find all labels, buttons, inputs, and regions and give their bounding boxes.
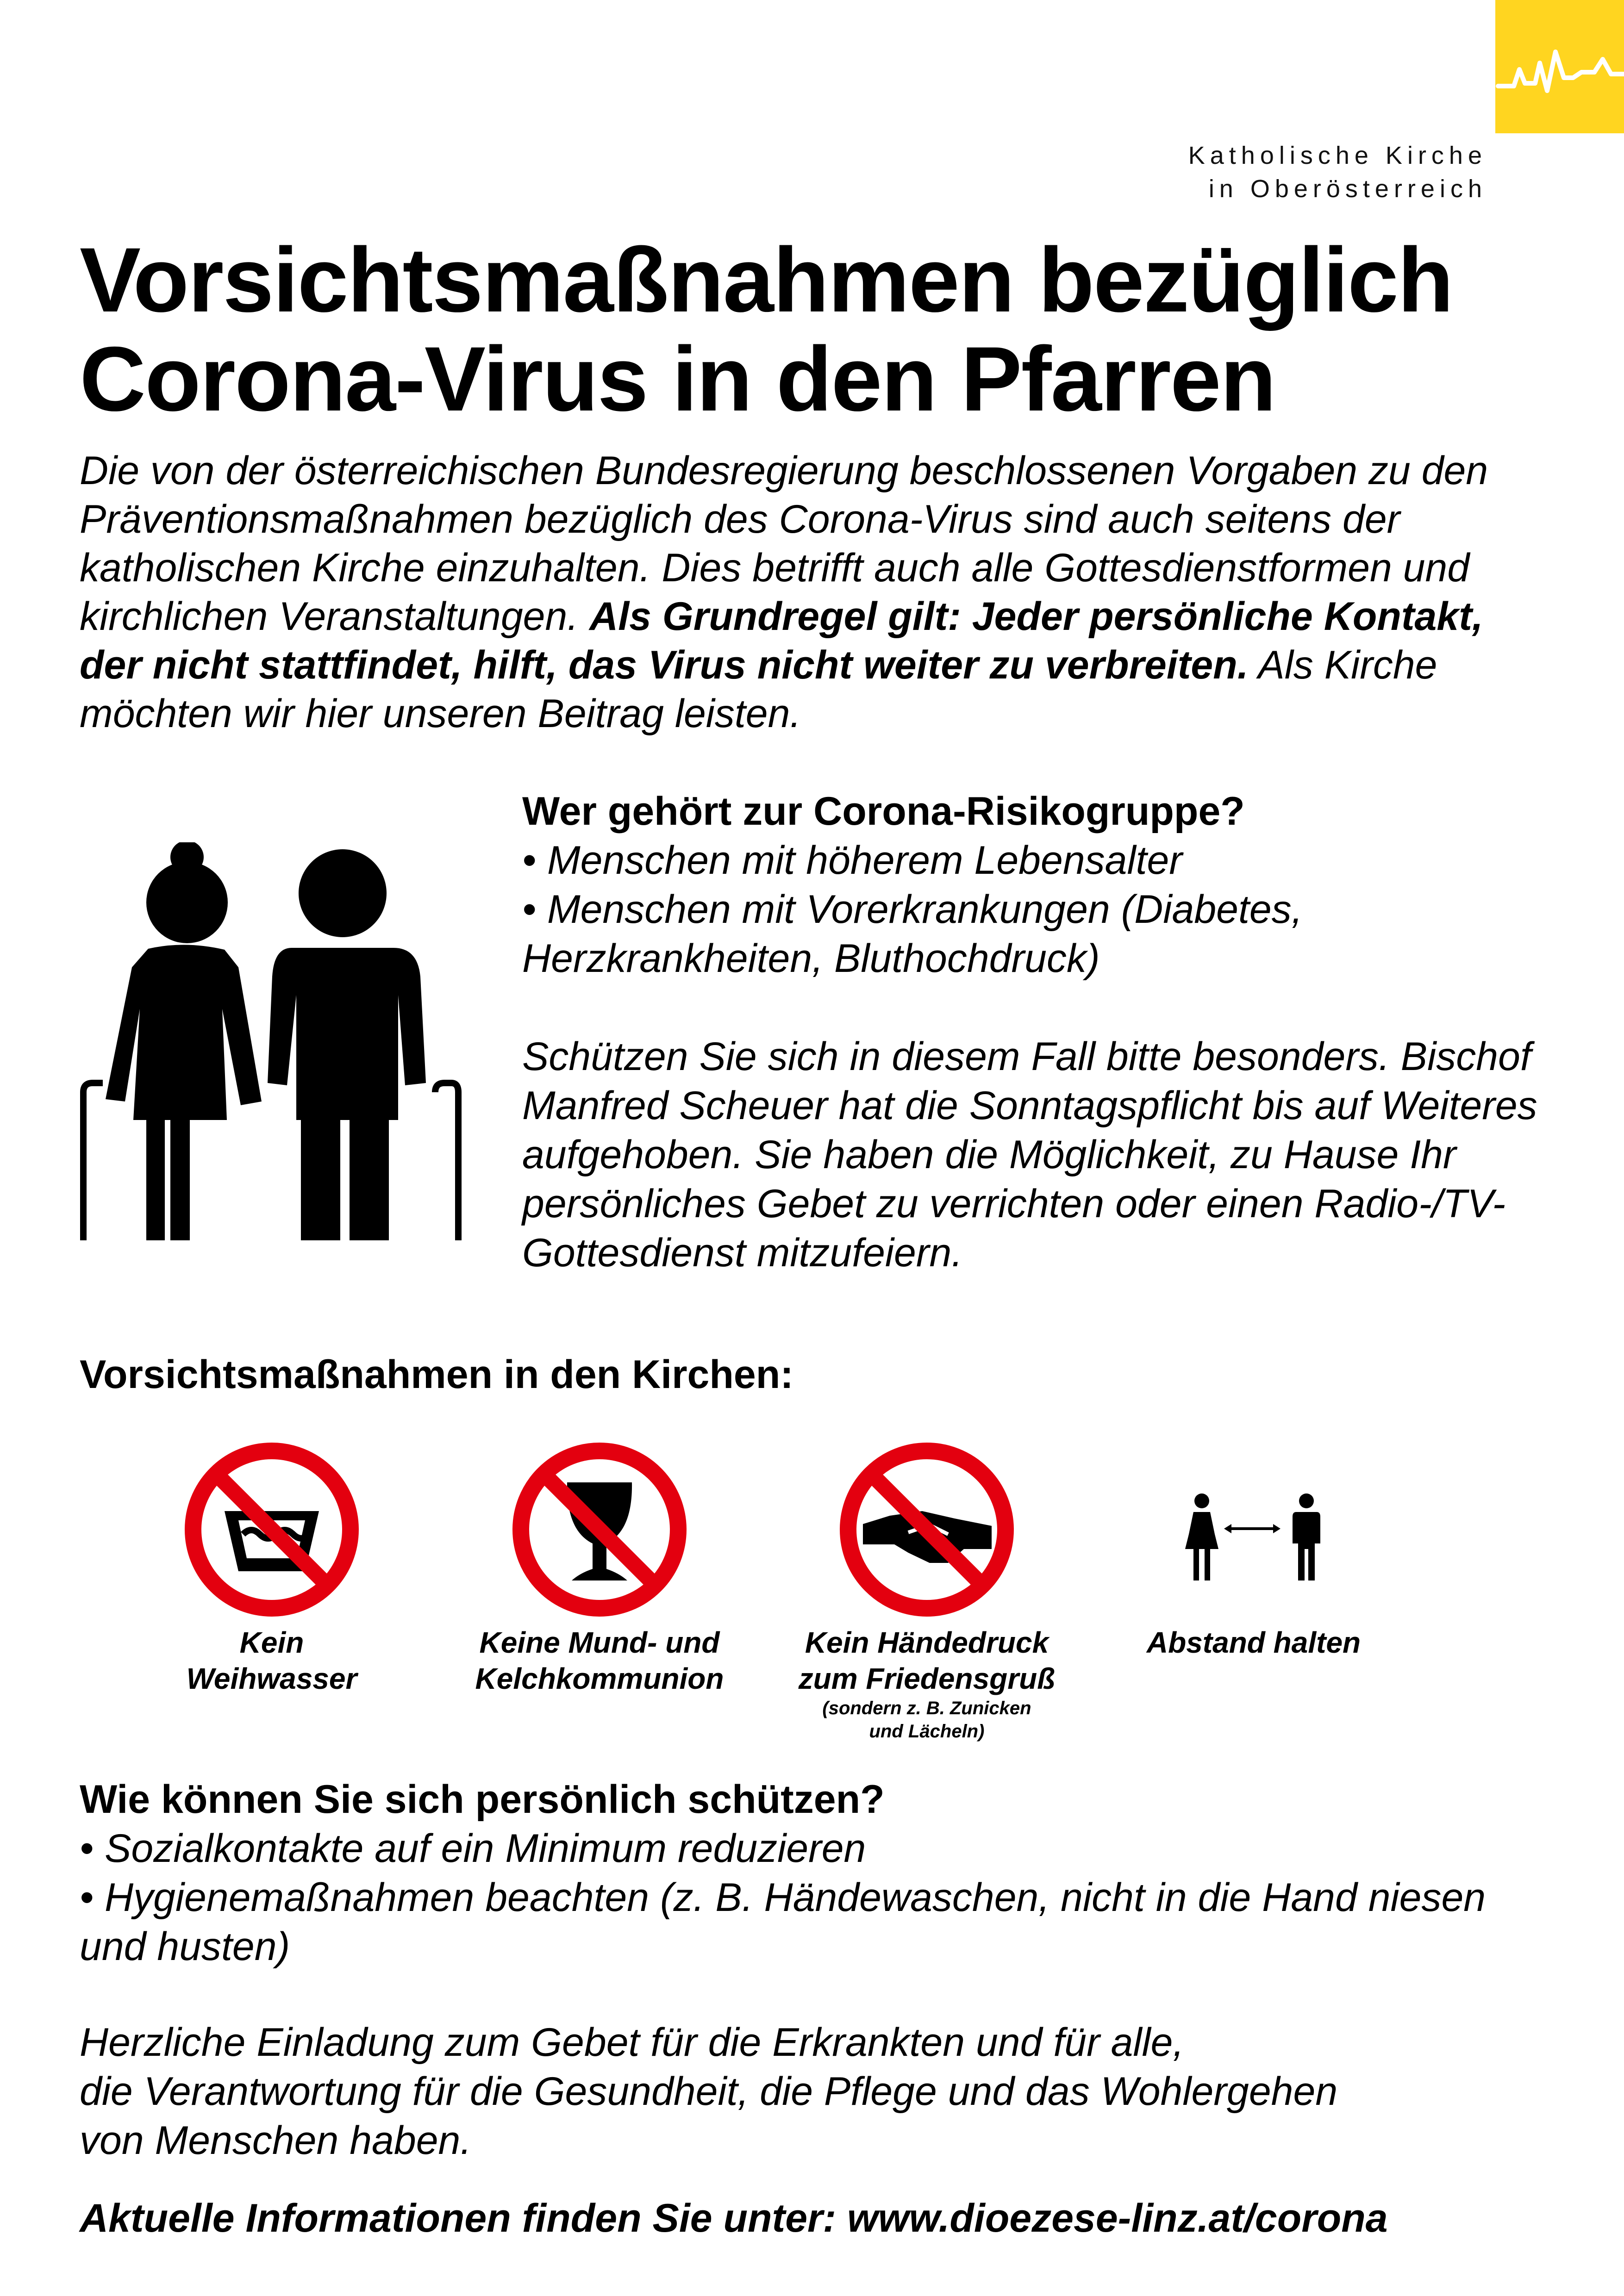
measure-caption-3-note-1: (sondern z. B. Zunicken xyxy=(822,1698,1031,1718)
measure-caption-3-note-2: und Lächeln) xyxy=(869,1721,985,1742)
logo-box xyxy=(1495,0,1624,133)
title-line-1: Vorsichtsmaßnahmen bezüglich xyxy=(80,229,1453,331)
prayer-invitation: Herzliche Einladung zum Gebet für die Erkrankten und für alle, die Verantwortung für die Gesundheit, die Pflege und das Wohlergehen von Menschen haben. xyxy=(80,2020,1338,2163)
intro-bold-rule: Als Grundregel gilt: Jeder persönliche Kontakt, der nicht stattfindet, hilft, das Virus nicht weiter zu verbreiten. xyxy=(80,594,1483,687)
intro-paragraph xyxy=(80,447,1552,738)
intro-tail: Als Kirche möchten wir hier unseren Beitrag leisten. xyxy=(80,643,1437,736)
risk-item-1: • Menschen mit höherem Lebensalter xyxy=(522,838,1182,883)
risk-paragraph: Schützen Sie sich in diesem Fall bitte besonders. Bischof Manfred Scheuer hat die Sonntagspflicht bis auf Weiteres aufgehoben. Sie haben die Möglichkeit, zu Hause Ihr persönliches Gebet zu verrichten oder einen Radio-/TV-Gottesdienst mitzufeiern. xyxy=(522,1034,1537,1275)
organization-name xyxy=(1188,139,1487,205)
org-line-1: Katholische Kirche xyxy=(1188,142,1487,169)
page-title xyxy=(80,230,1561,429)
title-line-2: Corona-Virus in den Pfarren xyxy=(80,328,1275,430)
measure-caption-1: Kein Weihwasser xyxy=(186,1626,357,1695)
risk-item-2: • Menschen mit Vorerkrankungen (Diabetes, Herzkrankheiten, Bluthochdruck) xyxy=(522,887,1303,981)
no-chalice-icon xyxy=(512,1442,687,1618)
protect-item-1: • Sozialkontakte auf ein Minimum reduzieren xyxy=(80,1826,866,1871)
elderly-couple-icon xyxy=(74,842,491,1243)
measure-caption-2: Keine Mund- und Kelchkommunion xyxy=(475,1626,724,1695)
keep-distance-icon xyxy=(1166,1442,1342,1618)
protect-heading: Wie können Sie sich persönlich schützen? xyxy=(80,1777,885,1822)
no-holy-water-icon xyxy=(184,1442,360,1618)
measure-caption-3: Kein Händedruck zum Friedensgruß (sondern z. B. Zunicken und Lächeln) xyxy=(765,1624,1089,1743)
intro-text: Die von der österreichischen Bundesregierung beschlossenen Vorgaben zu den Präventionsmaßnahmen bezüglich des Corona-Virus sind auch seitens der katholischen Kirche einzuhalten. Dies betrifft auch alle Gottesdienstformen und kirchlichen Veranstaltungen. xyxy=(80,448,1488,639)
risk-heading: Wer gehört zur Corona-Risikogruppe? xyxy=(522,789,1245,834)
protect-section xyxy=(80,1775,1552,1971)
measures-heading: Vorsichtsmaßnahmen in den Kirchen: xyxy=(80,1352,793,1397)
protect-item-2: • Hygienemaßnahmen beachten (z. B. Händewaschen, nicht in die Hand niesen und husten) xyxy=(80,1875,1486,1969)
church-heartbeat-logo-icon xyxy=(1495,0,1624,133)
risk-group-section xyxy=(522,787,1564,1277)
measure-caption-4: Abstand halten xyxy=(1146,1626,1361,1659)
no-handshake-icon xyxy=(839,1442,1015,1618)
info-link[interactable]: Aktuelle Informationen finden Sie unter: www.dioezese-linz.at/corona xyxy=(80,2196,1388,2240)
org-line-2: in Oberösterreich xyxy=(1208,175,1487,203)
